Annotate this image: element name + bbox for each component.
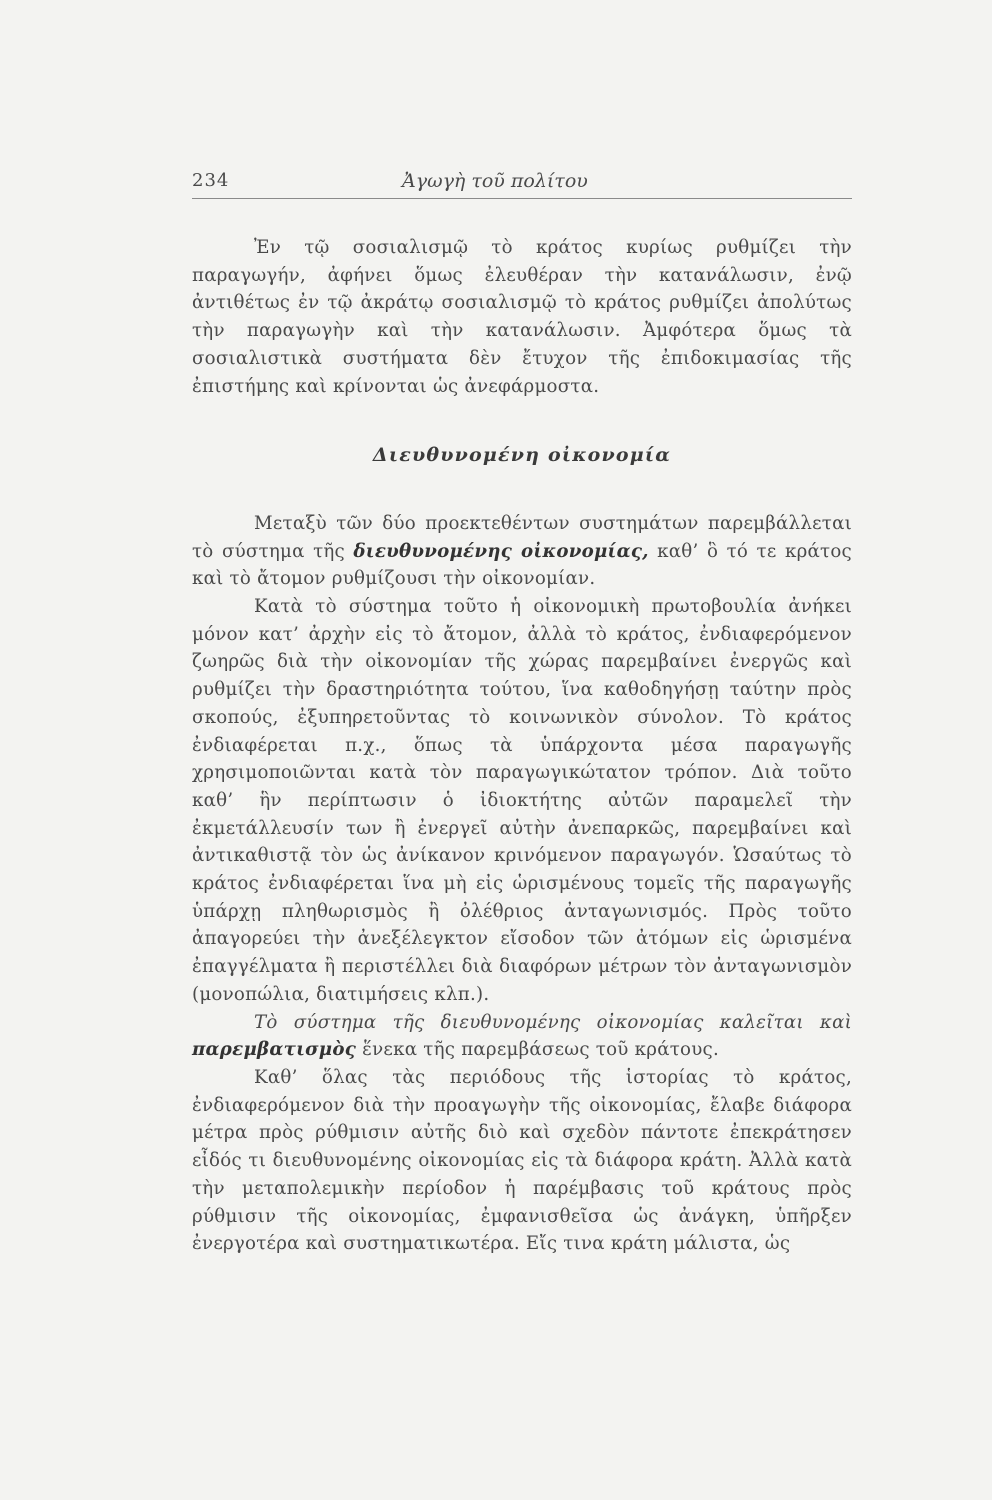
page-header xyxy=(192,164,852,199)
term-interventionism: παρεμβατισμὸς xyxy=(192,1039,357,1061)
paragraph-definition xyxy=(192,510,852,593)
definition-text-end: καθ’ ὃ τό τε κράτος καὶ τὸ ἄτομον ρυθμίζουσι τὴν οἰκονομίαν. xyxy=(192,540,852,590)
running-title: Ἀγωγὴ τοῦ πολίτου xyxy=(402,170,588,192)
term-directed-economy: διευθυνομένης οἰκονομίας, xyxy=(353,540,649,562)
section-heading: Διευθυνομένη οἰκονομία xyxy=(372,444,672,467)
page-number: 234 xyxy=(192,170,230,191)
paragraph-interventionism xyxy=(192,1009,852,1064)
paragraph-system-details: Κατὰ τὸ σύστημα τοῦτο ἡ οἰκονομικὴ πρωτοβουλία ἀνήκει μόνον κατ’ ἀρχὴν εἰς τὸ ἄτομον, ἀλλὰ τὸ κράτος, ἐνδιαφερόμενον ζωηρῶς διὰ τὴν οἰκονομίαν τῆς χώρας παρεμβαίνει ἐνεργῶς καὶ ρυθμίζει τὴν δραστηριότητα τούτου, ἵνα καθοδηγήσῃ ταύτην πρὸς σκοπούς, ἐξυπηρετοῦντας τὸ κοινωνικὸν σύνολον. Τὸ κράτος ἐνδιαφέρεται π.χ., ὅπως τὰ ὑπάρχοντα μέσα παραγωγῆς χρησιμοποιῶνται κατὰ τὸν παραγωγικώτατον τρόπον. Διὰ τοῦτο καθ’ ἣν περίπτωσιν ὁ ἰδιοκτήτης αὐτῶν παραμελεῖ τὴν ἐκμετάλλευσίν των ἢ ἐνεργεῖ αὐτὴν ἀνεπαρκῶς, παρεμβαίνει καὶ ἀντικαθιστᾷ τὸν ὡς ἀνίκανον κρινόμενον παραγωγόν. Ὡσαύτως τὸ κράτος ἐνδιαφέρεται ἵνα μὴ εἰς ὡρισμένους τομεῖς τῆς παραγωγῆς ὑπάρχῃ πληθωρισμὸς ἢ ὀλέθριος ἀνταγωνισμός. Πρὸς τοῦτο ἀπαγορεύει τὴν ἀνεξέλεγκτον εἴσοδον τῶν ἀτόμων εἰς ὡρισμένα ἐπαγγέλματα ἢ περιστέλλει διὰ διαφόρων μέτρων τὸν ἀνταγωνισμὸν (μονοπώλια, διατιμήσεις κλπ.). xyxy=(192,596,852,1005)
paragraph-socialism: Ἐν τῷ σοσιαλισμῷ τὸ κράτος κυρίως ρυθμίζει τὴν παραγωγήν, ἀφήνει ὅμως ἐλευθέραν τὴν κατανάλωσιν, ἐνῷ ἀντιθέτως ἐν τῷ ἀκράτῳ σοσιαλισμῷ τὸ κράτος ρυθμίζει ἀπολύτως τὴν παραγωγὴν καὶ τὴν κατανάλωσιν. Ἀμφότερα ὅμως τὰ σοσιαλιστικὰ συστήματα δὲν ἔτυχον τῆς ἐπιδοκιμασίας τῆς ἐπιστήμης καὶ κρίνονται ὡς ἀνεφάρμοστα. xyxy=(192,237,852,397)
paragraph-history: Καθ’ ὅλας τὰς περιόδους τῆς ἱστορίας τὸ κράτος, ἐνδιαφερόμενον διὰ τὴν προαγωγὴν τῆς οἰκονομίας, ἔλαβε διάφορα μέτρα πρὸς ρύθμισιν αὐτῆς διὸ καὶ σχεδὸν πάντοτε ἐπεκράτησεν εἶδός τι διευθυνομένης οἰκονομίας εἰς τὰ διάφορα κράτη. Ἀλλὰ κατὰ τὴν μεταπολεμικὴν περίοδον ἡ παρέμβασις τοῦ κράτους πρὸς ρύθμισιν τῆς οἰκονομίας, ἐμφανισθεῖσα ὡς ἀνάγκη, ὑπῆρξεν ἐνεργοτέρα καὶ συστηματικωτέρα. Εἴς τινα κράτη μάλιστα, ὡς xyxy=(192,1066,852,1255)
page-body xyxy=(192,234,852,1258)
interventionism-text-start: Τὸ σύστημα τῆς διευθυνομένης οἰκονομίας καλεῖται καὶ xyxy=(254,1011,852,1033)
definition-text-start: Μεταξὺ τῶν δύο προεκτεθέντων συστημάτων παρεμβάλλεται τὸ σύστημα τῆς xyxy=(192,512,852,562)
interventionism-text-end: ἕνεκα τῆς παρεμβάσεως τοῦ κράτους. xyxy=(356,1039,720,1061)
